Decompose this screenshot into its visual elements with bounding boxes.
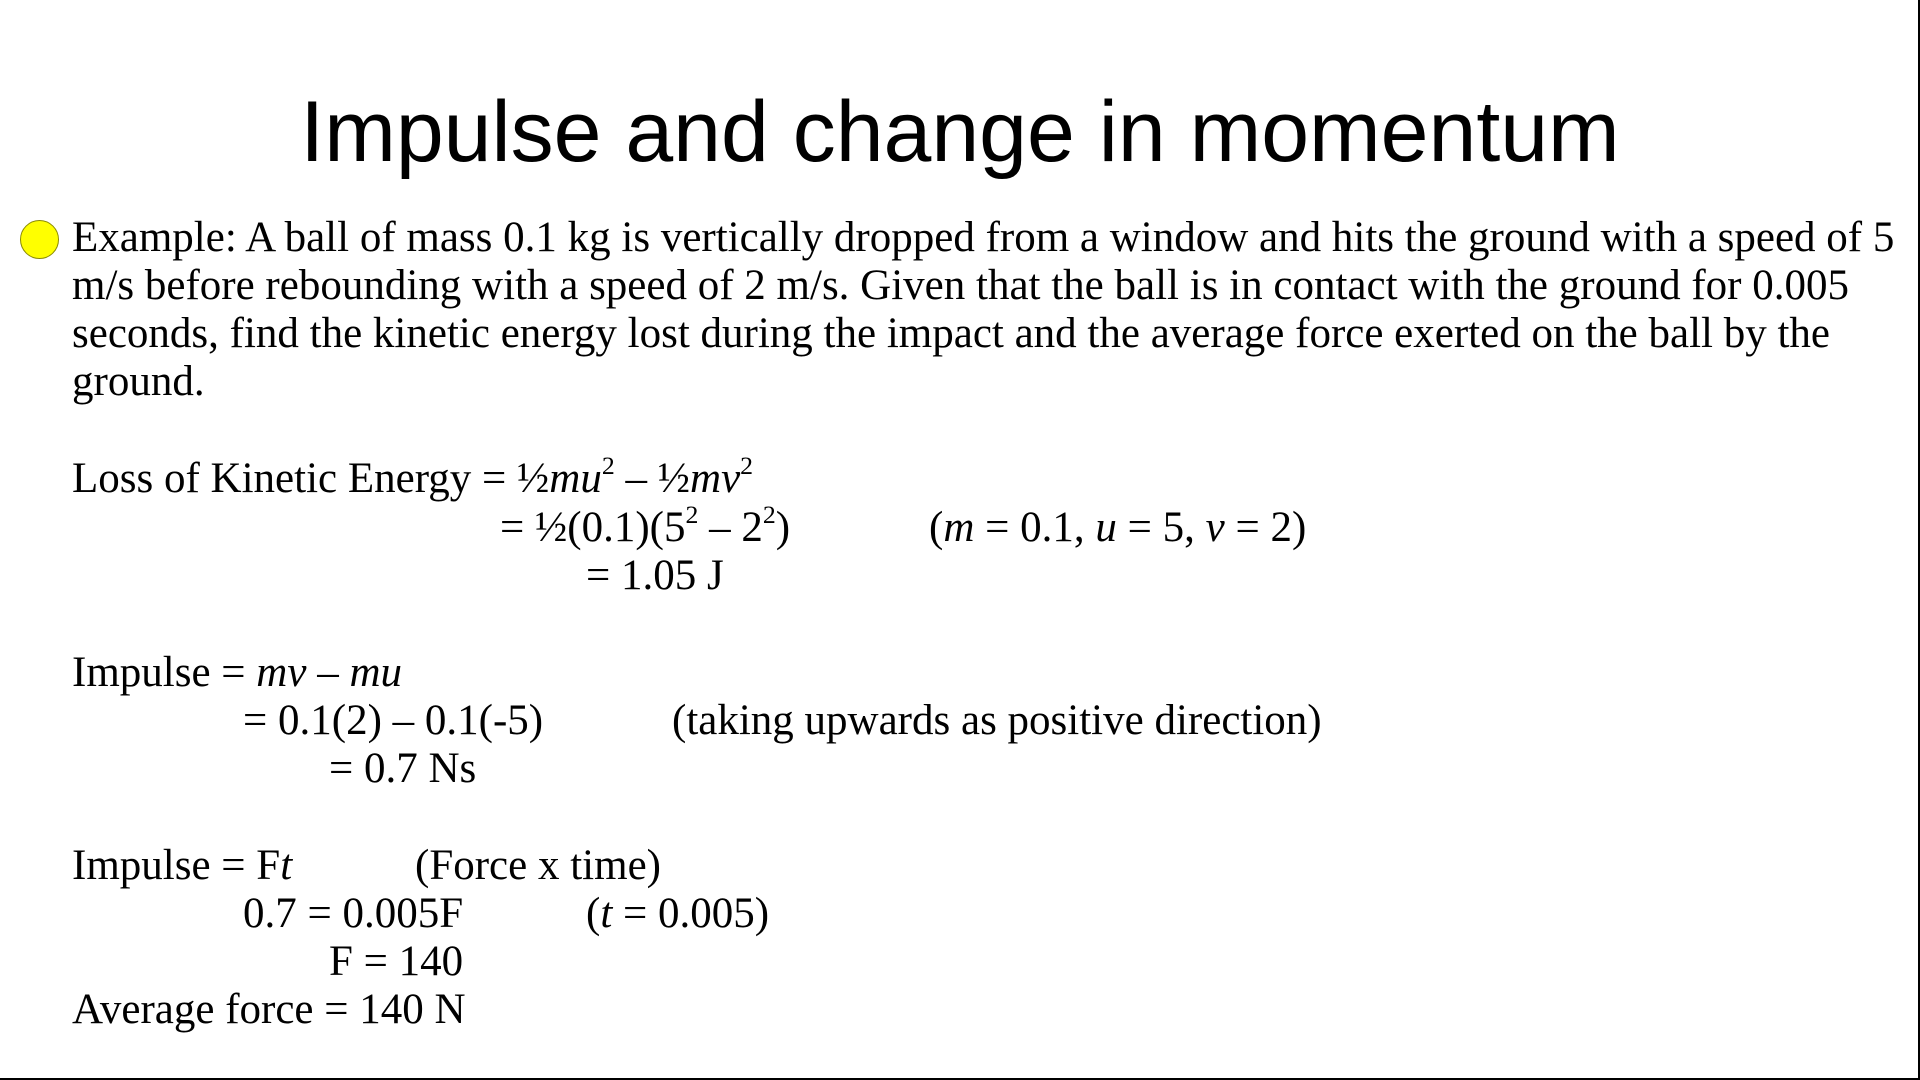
force-substitution-line: 0.7 = 0.005F [243, 890, 464, 937]
impulse-direction-note: (taking upwards as positive direction) [672, 697, 1322, 744]
ke-result: = 1.05 J [586, 552, 724, 599]
impulse-result: = 0.7 Ns [329, 745, 477, 792]
force-t-value-note: (t = 0.005) [586, 890, 770, 937]
average-force-conclusion: Average force = 140 N [72, 986, 466, 1033]
impulse-formula-line: Impulse = mv – mu [72, 649, 402, 696]
impulse-substitution-line: = 0.1(2) – 0.1(-5) [243, 697, 544, 744]
slide-title: Impulse and change in momentum [300, 84, 1620, 180]
force-time-note: (Force x time) [415, 842, 661, 889]
ke-formula-line: Loss of Kinetic Energy = $\frac{1}{2}mu^2$ – $\frac{1}{2}mv^2$ [72, 450, 754, 502]
force-formula-line: Impulse = Ft [72, 842, 293, 889]
force-result: F = 140 [329, 938, 464, 985]
ke-substitution-line: = $\frac{1}{2}(0.1)(5^2 - 2^2)$ [500, 499, 791, 551]
problem-statement: Example: A ball of mass 0.1 kg is vertically dropped from a window and hits the ground with a speed of 5 m/s before rebounding with a speed of 2 m/s. Given that the ball is in contact with the ground for 0.005 seconds, find the kinetic energy lost during the impact and the average force exerted on the ball by the ground. [72, 214, 1895, 405]
ke-values-note: (m = 0.1, u = 5, v = 2) [929, 504, 1307, 551]
ke-label: Loss of Kinetic Energy [72, 455, 472, 502]
bullet-circle-icon [20, 220, 59, 259]
